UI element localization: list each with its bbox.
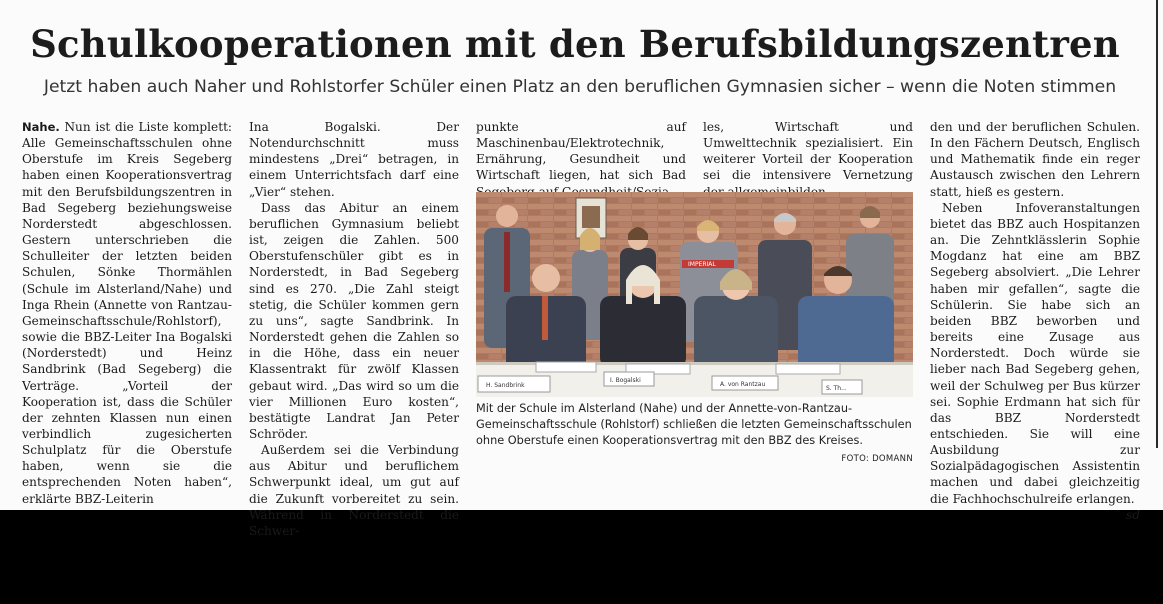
headline: Schulkooperationen mit den Berufsbildungszentren [30,22,1120,66]
article-column-2 [249,119,459,539]
nameplate-label: A. von Rantzau [720,381,766,388]
column-4-text: les, Wirtschaft und Umwelttechnik spezialisiert. Ein weiterer Vorteil der Kooperation sei die intensivere Vernetzung [703,120,913,183]
article-photo [476,192,913,397]
caption-text: Mit der Schule im Alsterland (Nahe) und der Annette-von-Rantzau-Gemeinschaftsschule (Rohlstorf) schließen die letzten Gemeinschaftsschulen ohne Oberstufe einen Kooperationsvertrag mit den BBZ des Kreises. [476,402,912,447]
article-column-1 [22,119,232,507]
signing-documents [536,362,840,374]
column-3-text: punkte auf Maschinenbau/Elektrotechnik, Ernährung, Gesundheit und Wirtschaft liegen, hat sich Bad [476,120,686,183]
column-5-paragraph-1: den und der beruflichen Schulen. In den Fächern Deutsch, Englisch und Mathematik finde ein reger Austausch zwischen den Lehrern statt, hieß es gestern. [930,120,1140,199]
subheadline: Jetzt haben auch Naher und Rohlstorfer Schüler einen Platz an den beruflichen Gymnasien sicher – wenn die Noten stimmen [43,77,1117,97]
photo-credit: FOTO: DOMANN [841,454,913,464]
nameplate-label: S. Th... [826,385,847,392]
shirt-print: IMPERIAL [688,261,716,268]
article-column-3 [476,119,686,200]
column-2-paragraph-2: Dass das Abitur an einem beruflichen Gymnasium beliebt ist, zeigen die Zahlen. 500 Oberstufenschüler gibt es in Norderstedt, in Bad Segeberg sind es 270. „Die Zahl steigt stetig, die Schüler kommen gern zu uns“, sagte Sandbrink. In Norderstedt gehen die Zahlen so in die Höhe, dass ein neuer Klassentrakt für zwölf Klassen gebaut wird. „Das wird so um die vier Millionen Euro kosten“, bestätigte Landrat Jan Peter Schröder. [249,200,459,441]
nameplate-label: I. Bogalski [610,377,641,384]
photo-caption [476,401,913,467]
article-column-4 [703,119,913,200]
column-5-paragraph-2: Neben Infoveranstaltungen bietet das BBZ auch Hospitanzen an. Die Zehntklässlerin Sophie Mogdanz hat eine am BBZ Segeberg absolviert. „Die Lehrer haben mir gefallen“, sagte die Schülerin. Sie habe sich an beiden BBZ beworben und bereits eine Zusage aus Norderstedt. Doch würde sie lieber nach Bad Segeberg gehen, weil der Schulweg per Bus kürzer sei. Sophie Erdmann hat sich für das BBZ Norderstedt entschieden. Sie will eine Ausbildung zur Sozialpädagogischen Assistentin machen und dabei gleichzeitig die Fachhochschulreife erlangen. sd [930,200,1140,522]
group-photo-illustration [476,192,913,397]
column-2-paragraph-1: Ina Bogalski. Der Notendurchschnitt muss mindestens „Drei“ betragen, in einem Unterrichtsfach darf eine „Vier“ stehen. [249,120,459,199]
dateline: Nahe. [22,120,60,134]
nameplate-label: H. Sandbrink [486,382,525,389]
column-2-paragraph-3: Außerdem sei die Verbindung aus Abitur und beruflichem Schwerpunkt ideal, um gut auf die Zukunft vorbereitet zu sein. Während in Norderstedt die Schwer- [249,443,459,538]
author-initials: sd [1126,507,1140,522]
column-rule [1156,0,1158,448]
article-column-5 [930,119,1140,523]
column-1-text: Nun ist die Liste komplett: Alle Gemeinschaftsschulen ohne Oberstufe im Kreis Segeberg haben einen Kooperationsvertrag mit den Berufsbildungszentren in Bad Segeberg beziehungsweise Norderstedt abgeschlossen. Gestern unterschrieben die Schulleiter der letzten beiden Schulen, Sönke Thormählen (Schule im Alsterland/Nahe) und Inga Rhein (Annette von Rantzau-Gemeinschaftsschule/Rohlstorf), sowie die BBZ-Leiter Ina Bogalski (Norderstedt) und Heinz Sandbrink (Bad Segeberg) die Verträge. „Vorteil der Kooperation ist, dass die Schüler der zehnten Klassen nun einen verbindlich zugesicherten Schulplatz für die Oberstufe haben, wenn sie die entsprechenden Noten haben“, erklärte BBZ-Leiterin [22,120,232,506]
